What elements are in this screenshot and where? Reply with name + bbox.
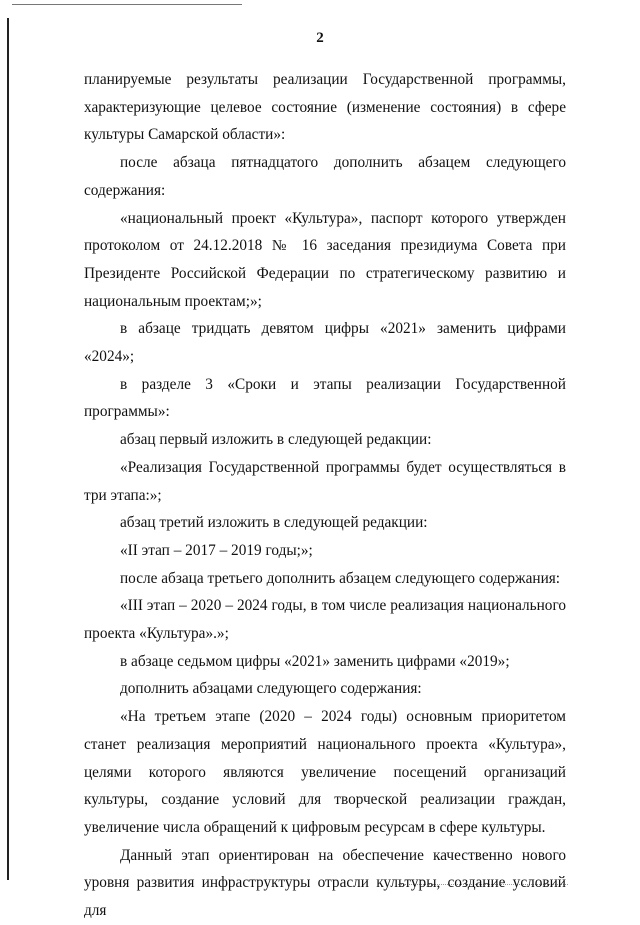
paragraph-6: абзац первый изложить в следующей редакции: [120, 431, 432, 449]
paragraph-8: абзац третий изложить в следующей редакции: [120, 514, 428, 532]
paragraph-1: планируемые результаты реализации Государственной программы, характеризующие целевое состояние (изменение состояния) в сфере культуры Самарской области»: [84, 71, 566, 144]
page-number: 2 [316, 30, 324, 46]
paragraph-9: «II этап – 2017 – 2019 годы;»; [120, 541, 313, 559]
paragraph-4: в абзаце тридцать девятом цифры «2021» заменить цифрами «2024»; [84, 320, 566, 366]
left-margin-rule [7, 18, 9, 880]
paragraph-15: Данный этап ориентирован на обеспечение качественно нового уровня развития инфраструктуры отрасли культуры, создание условий для [84, 846, 566, 920]
top-scan-rule [12, 4, 242, 5]
paragraph-10: после абзаца третьего дополнить абзацем следующего содержания: [120, 569, 561, 587]
paragraph-14: «На третьем этапе (2020 – 2024 годы) основным приоритетом станет реализация мероприятий национального проекта «Культура», целями которого являются увеличение посещений организаций культуры, создание условий для творческой реализации граждан, увеличение числа обращений к цифровым ресурсам в сфере культуры. [84, 708, 566, 836]
paragraph-3: «национальный проект «Культура», паспорт которого утвержден протоколом от 24.12.2018 № 16 заседания президиума Совета при Президенте Российской Федерации по стратегическому развитию и национальным проектам;»; [84, 209, 566, 310]
document-body [84, 66, 566, 925]
paragraph-11: «III этап – 2020 – 2024 годы, в том числе реализация национального проекта «Культура».»; [84, 597, 566, 643]
paragraph-13: дополнить абзацами следующего содержания: [120, 680, 422, 698]
paragraph-5: в разделе 3 «Сроки и этапы реализации Государственной программы»: [84, 375, 566, 421]
paragraph-7: «Реализация Государственной программы будет осуществляться в три этапа:»; [84, 458, 566, 504]
paragraph-12: в абзаце седьмом цифры «2021» заменить цифрами «2019»; [120, 652, 510, 670]
paragraph-2: после абзаца пятнадцатого дополнить абзацем следующего содержания: [84, 154, 566, 199]
